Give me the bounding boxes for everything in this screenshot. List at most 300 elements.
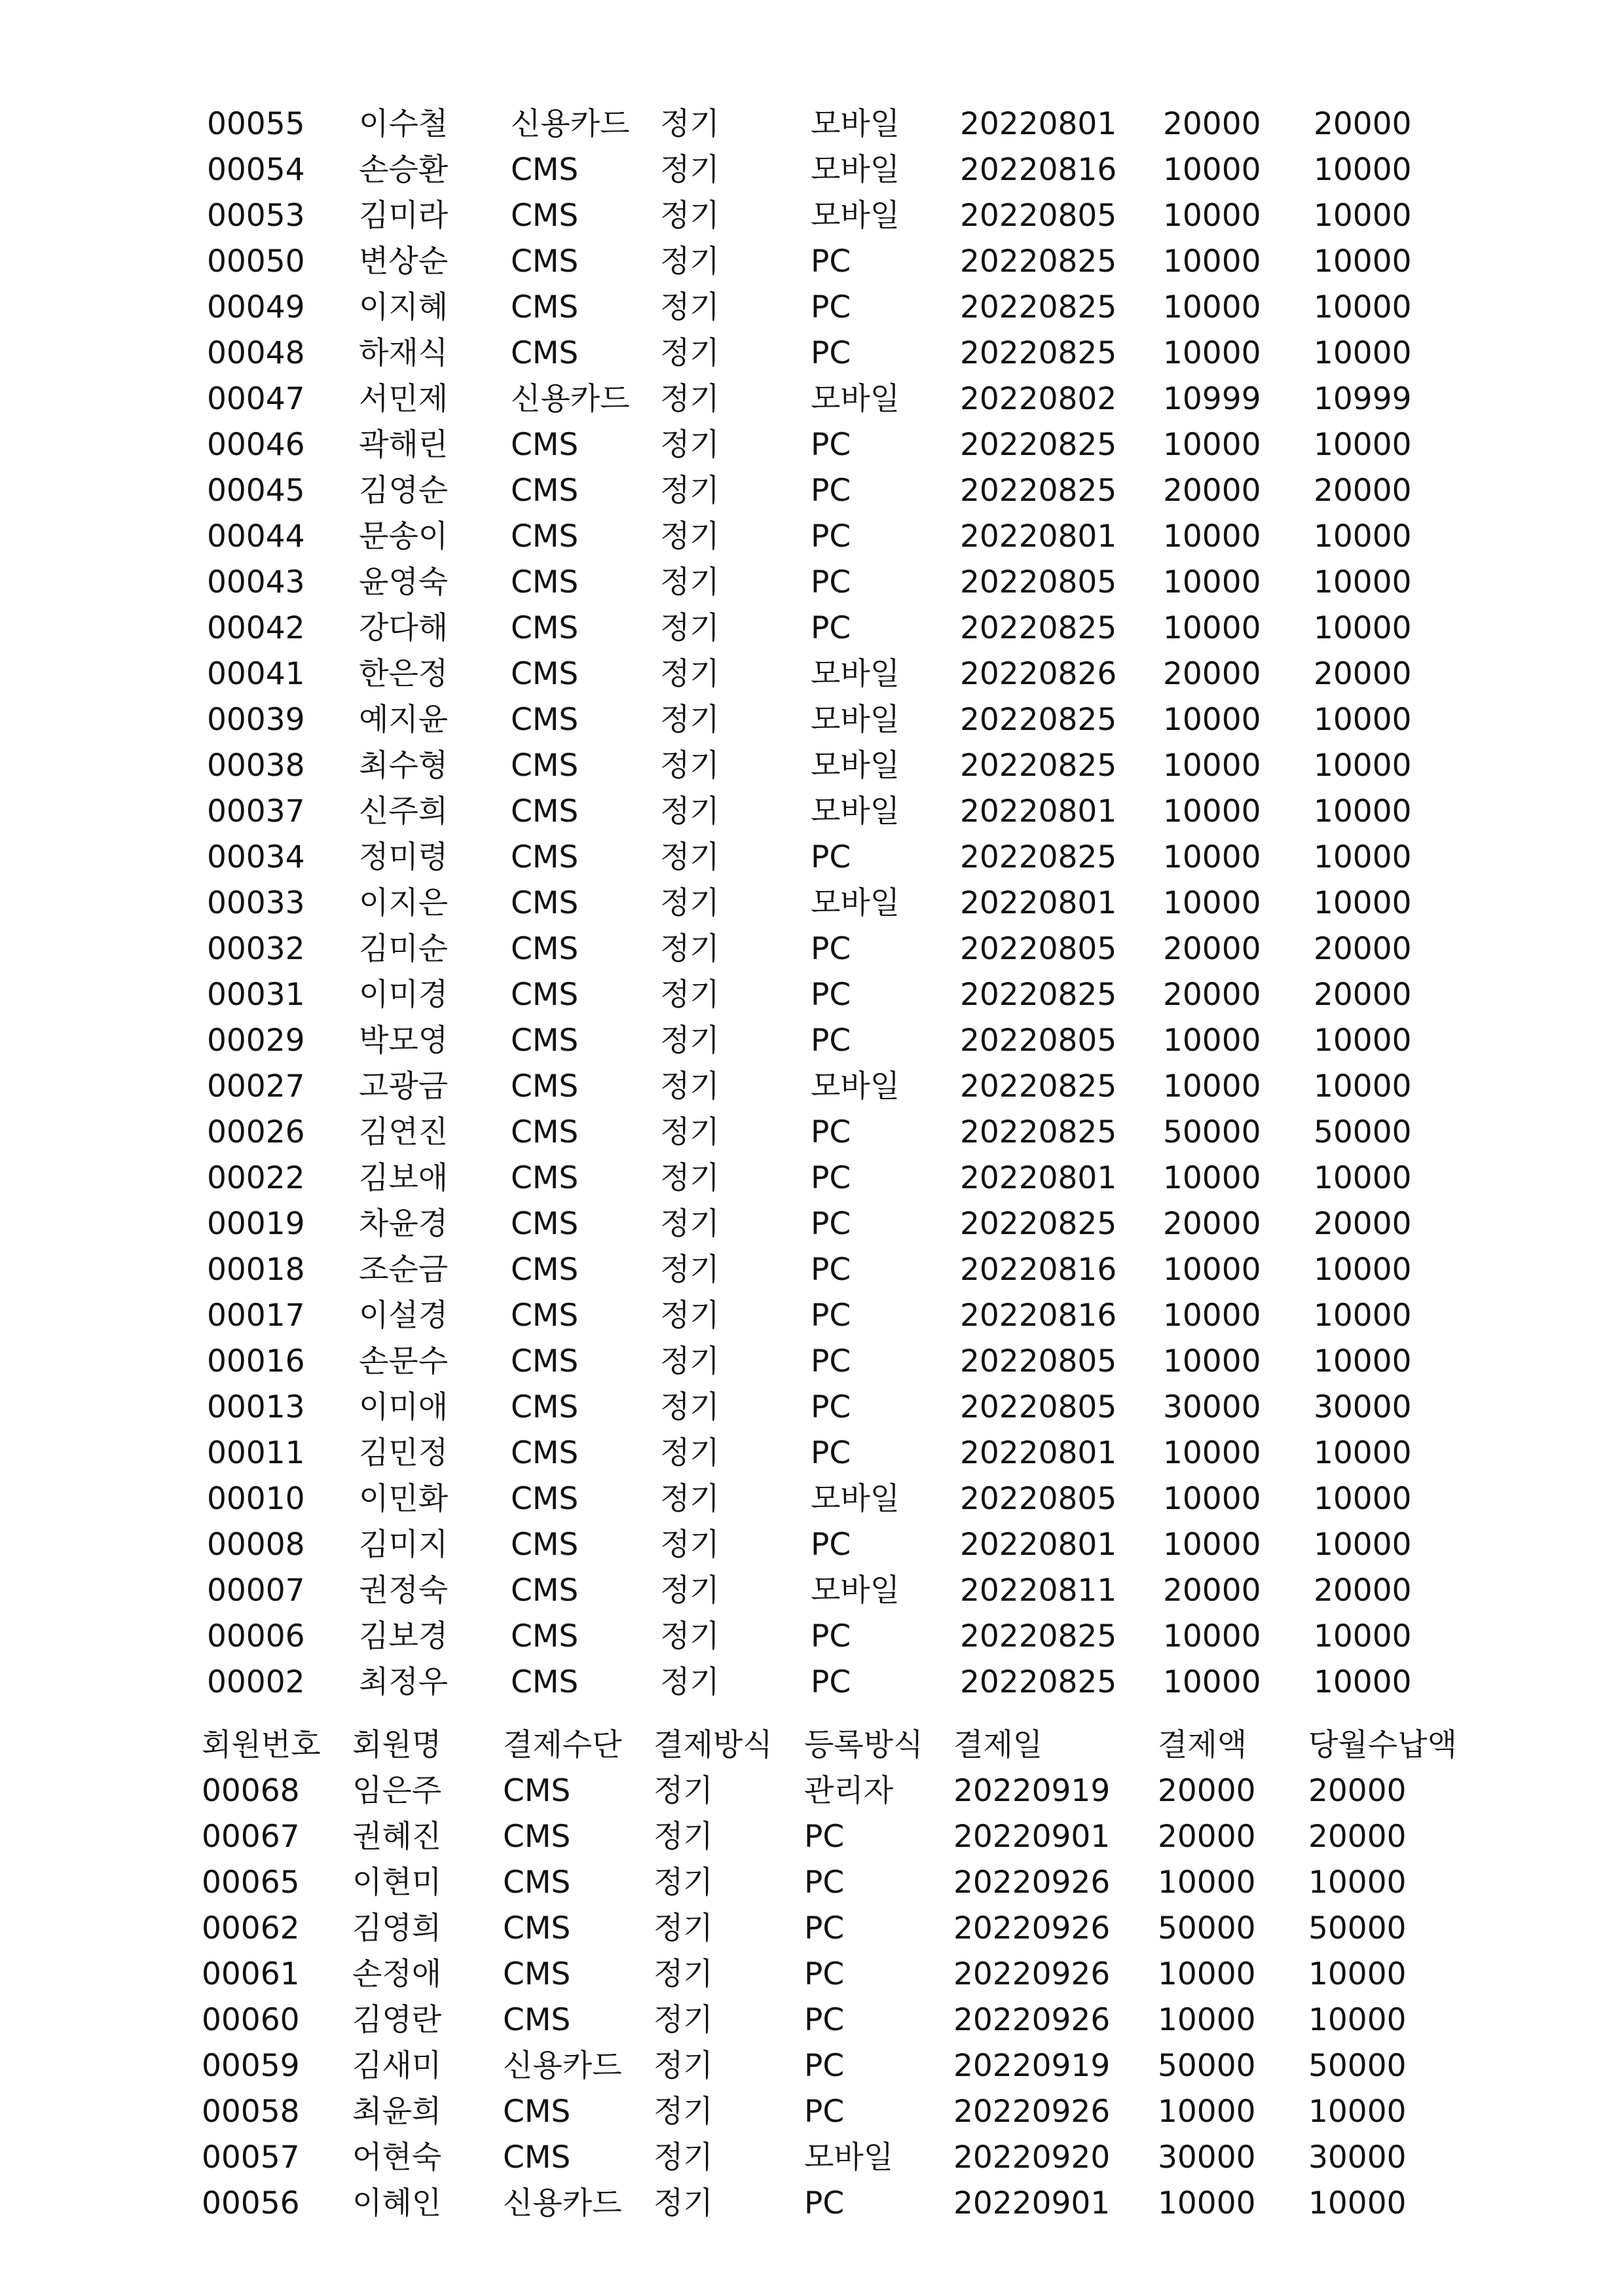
cell-registration-method: PC bbox=[811, 1160, 851, 1196]
cell-member-number: 00061 bbox=[202, 1956, 300, 1992]
cell-payment-means: CMS bbox=[511, 748, 579, 784]
cell-registration-method: PC bbox=[811, 839, 851, 875]
table-row bbox=[0, 331, 1624, 376]
cell-member-number: 00034 bbox=[207, 839, 305, 875]
cell-payment-date: 20220805 bbox=[960, 1389, 1117, 1425]
table-row bbox=[0, 1430, 1624, 1476]
cell-monthly-received: 20000 bbox=[1314, 931, 1412, 967]
cell-payment-date: 20220825 bbox=[960, 473, 1117, 509]
cell-payment-date: 20220825 bbox=[960, 335, 1117, 371]
cell-member-name: 임은주 bbox=[352, 1773, 442, 1809]
table-row bbox=[0, 1522, 1624, 1568]
table-row bbox=[0, 422, 1624, 468]
cell-monthly-received: 10000 bbox=[1314, 1298, 1412, 1334]
cell-member-name: 김연진 bbox=[359, 1114, 449, 1150]
cell-member-number: 00044 bbox=[207, 519, 305, 555]
cell-payment-method: 정기 bbox=[660, 427, 720, 463]
cell-payment-date: 20220926 bbox=[953, 2002, 1111, 2038]
cell-registration-method: PC bbox=[811, 977, 851, 1013]
cell-member-number: 00045 bbox=[207, 473, 305, 509]
cell-payment-date: 20220825 bbox=[960, 977, 1117, 1013]
cell-monthly-received: 10000 bbox=[1314, 793, 1412, 829]
cell-member-name: 최수형 bbox=[359, 748, 449, 784]
cell-payment-means: CMS bbox=[503, 1956, 571, 1992]
cell-registration-method: 모바일 bbox=[811, 152, 900, 188]
cell-registration-method: PC bbox=[811, 1298, 851, 1334]
cell-payment-amount: 10000 bbox=[1163, 793, 1261, 829]
cell-member-name: 김민정 bbox=[359, 1435, 449, 1471]
cell-member-name: 강다해 bbox=[359, 610, 449, 646]
column-header-member-number: 회원번호 bbox=[202, 1727, 321, 1763]
cell-registration-method: PC bbox=[811, 1618, 851, 1654]
cell-payment-method: 정기 bbox=[660, 519, 720, 555]
cell-monthly-received: 50000 bbox=[1308, 1910, 1407, 1946]
cell-payment-means: CMS bbox=[511, 1206, 579, 1242]
column-header-payment-date: 결제일 bbox=[953, 1727, 1043, 1763]
cell-member-number: 00032 bbox=[207, 931, 305, 967]
cell-registration-method: PC bbox=[811, 1252, 851, 1288]
cell-member-number: 00050 bbox=[207, 244, 305, 280]
column-header-payment-amount: 결제액 bbox=[1158, 1727, 1247, 1763]
cell-payment-means: CMS bbox=[503, 2140, 571, 2176]
cell-payment-date: 20220919 bbox=[953, 2048, 1111, 2084]
cell-member-name: 차윤경 bbox=[359, 1206, 449, 1242]
cell-payment-amount: 10000 bbox=[1158, 2002, 1256, 2038]
cell-member-number: 00058 bbox=[202, 2094, 300, 2130]
cell-payment-date: 20220805 bbox=[960, 1023, 1117, 1059]
table-row bbox=[0, 1860, 1624, 1906]
cell-payment-means: 신용카드 bbox=[503, 2048, 622, 2084]
cell-monthly-received: 10000 bbox=[1314, 198, 1412, 234]
cell-member-name: 이지혜 bbox=[359, 289, 449, 325]
column-header-payment-means: 결제수단 bbox=[503, 1727, 622, 1763]
cell-member-number: 00027 bbox=[207, 1068, 305, 1104]
column-header-registration-method: 등록방식 bbox=[804, 1727, 923, 1763]
cell-payment-method: 정기 bbox=[660, 335, 720, 371]
cell-member-name: 김보경 bbox=[359, 1618, 449, 1654]
cell-payment-date: 20220825 bbox=[960, 289, 1117, 325]
cell-monthly-received: 30000 bbox=[1308, 2140, 1407, 2176]
cell-monthly-received: 20000 bbox=[1314, 1573, 1412, 1609]
cell-payment-date: 20220801 bbox=[960, 1160, 1117, 1196]
cell-payment-date: 20220801 bbox=[960, 1527, 1117, 1563]
cell-payment-method: 정기 bbox=[660, 244, 720, 280]
cell-member-number: 00006 bbox=[207, 1618, 305, 1654]
column-header-member-name: 회원명 bbox=[352, 1727, 442, 1763]
cell-member-name: 문송이 bbox=[359, 519, 449, 555]
cell-member-name: 김미라 bbox=[359, 198, 449, 234]
cell-member-number: 00056 bbox=[202, 2185, 300, 2221]
cell-member-name: 고광금 bbox=[359, 1068, 449, 1104]
cell-registration-method: 모바일 bbox=[811, 793, 900, 829]
cell-member-number: 00041 bbox=[207, 656, 305, 692]
cell-monthly-received: 10000 bbox=[1308, 2002, 1407, 2038]
cell-payment-method: 정기 bbox=[660, 1527, 720, 1563]
table-row bbox=[0, 926, 1624, 972]
cell-payment-means: CMS bbox=[511, 1664, 579, 1700]
cell-payment-date: 20220926 bbox=[953, 1956, 1111, 1992]
table-row bbox=[0, 101, 1624, 147]
cell-payment-amount: 10000 bbox=[1163, 885, 1261, 921]
cell-monthly-received: 20000 bbox=[1314, 656, 1412, 692]
cell-member-number: 00068 bbox=[202, 1773, 300, 1809]
cell-payment-amount: 20000 bbox=[1163, 931, 1261, 967]
cell-member-name: 곽해린 bbox=[359, 427, 449, 463]
cell-payment-amount: 10000 bbox=[1163, 198, 1261, 234]
cell-member-name: 신주희 bbox=[359, 793, 449, 829]
cell-payment-amount: 10000 bbox=[1163, 839, 1261, 875]
cell-member-name: 서민제 bbox=[359, 381, 449, 417]
cell-member-number: 00019 bbox=[207, 1206, 305, 1242]
cell-payment-amount: 50000 bbox=[1163, 1114, 1261, 1150]
cell-member-number: 00054 bbox=[207, 152, 305, 188]
column-header-payment-method: 결제방식 bbox=[654, 1727, 773, 1763]
cell-member-number: 00033 bbox=[207, 885, 305, 921]
cell-payment-means: CMS bbox=[511, 519, 579, 555]
cell-payment-means: CMS bbox=[511, 931, 579, 967]
cell-payment-means: CMS bbox=[511, 1252, 579, 1288]
cell-registration-method: PC bbox=[804, 1865, 845, 1901]
cell-member-name: 이혜인 bbox=[352, 2185, 442, 2221]
cell-payment-method: 정기 bbox=[660, 1206, 720, 1242]
cell-monthly-received: 10000 bbox=[1314, 1527, 1412, 1563]
cell-member-number: 00065 bbox=[202, 1865, 300, 1901]
cell-payment-amount: 10000 bbox=[1163, 1664, 1261, 1700]
cell-payment-amount: 10000 bbox=[1163, 519, 1261, 555]
table-row bbox=[0, 881, 1624, 926]
cell-payment-amount: 10000 bbox=[1163, 1481, 1261, 1517]
cell-member-number: 00022 bbox=[207, 1160, 305, 1196]
cell-member-number: 00007 bbox=[207, 1573, 305, 1609]
cell-member-number: 00049 bbox=[207, 289, 305, 325]
cell-payment-method: 정기 bbox=[654, 1773, 713, 1809]
table-row bbox=[0, 1247, 1624, 1293]
cell-payment-amount: 10000 bbox=[1158, 2094, 1256, 2130]
cell-payment-amount: 10000 bbox=[1163, 1068, 1261, 1104]
cell-payment-amount: 10000 bbox=[1163, 152, 1261, 188]
table-row bbox=[0, 835, 1624, 881]
cell-member-name: 김미지 bbox=[359, 1527, 449, 1563]
cell-payment-means: CMS bbox=[511, 198, 579, 234]
cell-member-name: 이지은 bbox=[359, 885, 449, 921]
cell-payment-method: 정기 bbox=[660, 1481, 720, 1517]
cell-payment-means: CMS bbox=[511, 564, 579, 600]
cell-payment-method: 정기 bbox=[654, 1819, 713, 1855]
table-row bbox=[0, 697, 1624, 743]
cell-monthly-received: 10000 bbox=[1308, 2094, 1407, 2130]
cell-payment-date: 20220825 bbox=[960, 244, 1117, 280]
cell-payment-amount: 10000 bbox=[1163, 1160, 1261, 1196]
cell-monthly-received: 10000 bbox=[1308, 1956, 1407, 1992]
cell-payment-means: CMS bbox=[511, 1343, 579, 1379]
cell-member-number: 00047 bbox=[207, 381, 305, 417]
cell-payment-amount: 30000 bbox=[1158, 2140, 1256, 2176]
cell-payment-method: 정기 bbox=[660, 1389, 720, 1425]
cell-monthly-received: 20000 bbox=[1314, 106, 1412, 142]
cell-member-number: 00042 bbox=[207, 610, 305, 646]
cell-registration-method: 모바일 bbox=[811, 1481, 900, 1517]
cell-payment-method: 정기 bbox=[654, 2094, 713, 2130]
cell-member-name: 조순금 bbox=[359, 1252, 449, 1288]
cell-payment-amount: 50000 bbox=[1158, 1910, 1256, 1946]
cell-payment-date: 20220801 bbox=[960, 793, 1117, 829]
cell-payment-means: CMS bbox=[503, 1773, 571, 1809]
cell-monthly-received: 10000 bbox=[1314, 1252, 1412, 1288]
cell-monthly-received: 50000 bbox=[1314, 1114, 1412, 1150]
cell-member-name: 최윤희 bbox=[352, 2094, 442, 2130]
cell-payment-means: CMS bbox=[511, 610, 579, 646]
cell-payment-date: 20220825 bbox=[960, 610, 1117, 646]
cell-payment-date: 20220926 bbox=[953, 2094, 1111, 2130]
table-row bbox=[0, 972, 1624, 1018]
cell-payment-amount: 20000 bbox=[1163, 473, 1261, 509]
cell-payment-amount: 20000 bbox=[1163, 656, 1261, 692]
cell-payment-date: 20220816 bbox=[960, 1298, 1117, 1334]
cell-registration-method: 모바일 bbox=[804, 2140, 894, 2176]
cell-payment-amount: 20000 bbox=[1158, 1773, 1256, 1809]
cell-member-number: 00039 bbox=[207, 702, 305, 738]
table-row bbox=[0, 1201, 1624, 1247]
table-row bbox=[0, 606, 1624, 651]
cell-registration-method: 모바일 bbox=[811, 702, 900, 738]
cell-payment-amount: 10000 bbox=[1163, 1343, 1261, 1379]
cell-payment-date: 20220826 bbox=[960, 656, 1117, 692]
cell-payment-amount: 10000 bbox=[1163, 1252, 1261, 1288]
cell-payment-date: 20220805 bbox=[960, 1343, 1117, 1379]
cell-member-number: 00046 bbox=[207, 427, 305, 463]
cell-payment-date: 20220825 bbox=[960, 1618, 1117, 1654]
cell-payment-method: 정기 bbox=[660, 1343, 720, 1379]
cell-member-number: 00057 bbox=[202, 2140, 300, 2176]
cell-payment-amount: 10000 bbox=[1158, 1956, 1256, 1992]
cell-payment-means: CMS bbox=[511, 1160, 579, 1196]
cell-member-name: 김영순 bbox=[359, 473, 449, 509]
cell-payment-date: 20220919 bbox=[953, 1773, 1111, 1809]
cell-payment-amount: 10000 bbox=[1158, 1865, 1256, 1901]
cell-member-name: 윤영숙 bbox=[359, 564, 449, 600]
cell-registration-method: 모바일 bbox=[811, 106, 900, 142]
table-row bbox=[0, 1952, 1624, 1997]
cell-monthly-received: 10000 bbox=[1314, 289, 1412, 325]
cell-monthly-received: 10000 bbox=[1314, 702, 1412, 738]
cell-member-name: 이미애 bbox=[359, 1389, 449, 1425]
cell-member-number: 00026 bbox=[207, 1114, 305, 1150]
cell-monthly-received: 20000 bbox=[1308, 1819, 1407, 1855]
cell-registration-method: PC bbox=[811, 1389, 851, 1425]
cell-member-name: 김영란 bbox=[352, 2002, 442, 2038]
table-row bbox=[0, 147, 1624, 193]
cell-payment-means: CMS bbox=[511, 1023, 579, 1059]
cell-payment-method: 정기 bbox=[654, 1910, 713, 1946]
cell-payment-amount: 50000 bbox=[1158, 2048, 1256, 2084]
cell-payment-method: 정기 bbox=[660, 610, 720, 646]
table-row bbox=[0, 1293, 1624, 1339]
cell-payment-means: CMS bbox=[511, 1618, 579, 1654]
cell-member-name: 손승환 bbox=[359, 152, 449, 188]
table-row bbox=[0, 1660, 1624, 1705]
cell-payment-method: 정기 bbox=[654, 2048, 713, 2084]
cell-payment-means: CMS bbox=[503, 1819, 571, 1855]
cell-payment-date: 20220926 bbox=[953, 1865, 1111, 1901]
cell-monthly-received: 20000 bbox=[1308, 1773, 1407, 1809]
table-row bbox=[0, 651, 1624, 697]
cell-payment-date: 20220805 bbox=[960, 1481, 1117, 1517]
cell-member-name: 김미순 bbox=[359, 931, 449, 967]
table-row bbox=[0, 743, 1624, 789]
cell-registration-method: 관리자 bbox=[804, 1773, 894, 1809]
table-row bbox=[0, 560, 1624, 606]
cell-registration-method: PC bbox=[804, 2002, 845, 2038]
cell-payment-date: 20220825 bbox=[960, 748, 1117, 784]
cell-registration-method: PC bbox=[811, 427, 851, 463]
column-header-monthly-received: 당월수납액 bbox=[1308, 1727, 1458, 1763]
cell-payment-method: 정기 bbox=[660, 1068, 720, 1104]
cell-payment-method: 정기 bbox=[654, 1956, 713, 1992]
table-row bbox=[0, 1906, 1624, 1952]
cell-member-number: 00067 bbox=[202, 1819, 300, 1855]
cell-registration-method: 모바일 bbox=[811, 1573, 900, 1609]
payment-table-august bbox=[0, 101, 1624, 1705]
cell-payment-method: 정기 bbox=[654, 2140, 713, 2176]
cell-member-name: 이현미 bbox=[352, 1865, 442, 1901]
cell-payment-means: CMS bbox=[511, 702, 579, 738]
cell-payment-amount: 10999 bbox=[1163, 381, 1261, 417]
cell-monthly-received: 10000 bbox=[1314, 1618, 1412, 1654]
cell-monthly-received: 10000 bbox=[1314, 1664, 1412, 1700]
cell-payment-means: CMS bbox=[511, 656, 579, 692]
table-row bbox=[0, 239, 1624, 285]
table-row bbox=[0, 1476, 1624, 1522]
cell-registration-method: PC bbox=[811, 335, 851, 371]
cell-payment-date: 20220805 bbox=[960, 564, 1117, 600]
cell-member-name: 박모영 bbox=[359, 1023, 449, 1059]
cell-member-number: 00011 bbox=[207, 1435, 305, 1471]
table-row bbox=[0, 1064, 1624, 1110]
cell-payment-method: 정기 bbox=[654, 1865, 713, 1901]
cell-payment-method: 정기 bbox=[660, 977, 720, 1013]
cell-payment-means: CMS bbox=[511, 793, 579, 829]
cell-registration-method: PC bbox=[811, 1206, 851, 1242]
cell-payment-method: 정기 bbox=[654, 2002, 713, 2038]
cell-monthly-received: 10000 bbox=[1314, 1068, 1412, 1104]
cell-payment-means: CMS bbox=[511, 977, 579, 1013]
cell-payment-date: 20220901 bbox=[953, 2185, 1111, 2221]
cell-payment-method: 정기 bbox=[660, 1618, 720, 1654]
cell-payment-means: CMS bbox=[503, 1865, 571, 1901]
cell-member-name: 손문수 bbox=[359, 1343, 449, 1379]
cell-monthly-received: 10000 bbox=[1314, 610, 1412, 646]
cell-payment-method: 정기 bbox=[660, 1023, 720, 1059]
cell-payment-amount: 10000 bbox=[1163, 1298, 1261, 1334]
cell-payment-means: CMS bbox=[511, 839, 579, 875]
cell-payment-method: 정기 bbox=[660, 1664, 720, 1700]
cell-monthly-received: 30000 bbox=[1314, 1389, 1412, 1425]
cell-payment-amount: 10000 bbox=[1163, 1618, 1261, 1654]
cell-payment-method: 정기 bbox=[660, 702, 720, 738]
cell-registration-method: PC bbox=[811, 1527, 851, 1563]
cell-member-name: 이민화 bbox=[359, 1481, 449, 1517]
table-row bbox=[0, 285, 1624, 331]
cell-payment-method: 정기 bbox=[660, 106, 720, 142]
cell-payment-means: CMS bbox=[511, 1068, 579, 1104]
table-row bbox=[0, 1339, 1624, 1385]
cell-payment-means: 신용카드 bbox=[511, 106, 630, 142]
cell-payment-means: CMS bbox=[511, 289, 579, 325]
cell-payment-means: CMS bbox=[511, 1573, 579, 1609]
cell-registration-method: PC bbox=[804, 2185, 845, 2221]
cell-member-number: 00043 bbox=[207, 564, 305, 600]
cell-payment-method: 정기 bbox=[660, 839, 720, 875]
table-row bbox=[0, 1614, 1624, 1660]
cell-registration-method: 모바일 bbox=[811, 381, 900, 417]
cell-member-number: 00031 bbox=[207, 977, 305, 1013]
cell-payment-amount: 20000 bbox=[1163, 977, 1261, 1013]
table-row bbox=[0, 514, 1624, 560]
cell-member-name: 하재식 bbox=[359, 335, 449, 371]
cell-payment-amount: 10000 bbox=[1163, 244, 1261, 280]
cell-payment-method: 정기 bbox=[660, 1252, 720, 1288]
cell-registration-method: 모바일 bbox=[811, 656, 900, 692]
cell-member-name: 권혜진 bbox=[352, 1819, 442, 1855]
cell-member-number: 00008 bbox=[207, 1527, 305, 1563]
cell-payment-date: 20220825 bbox=[960, 1068, 1117, 1104]
table-row bbox=[0, 2181, 1624, 2227]
cell-member-number: 00060 bbox=[202, 2002, 300, 2038]
cell-payment-date: 20220801 bbox=[960, 885, 1117, 921]
cell-payment-amount: 10000 bbox=[1163, 427, 1261, 463]
cell-payment-date: 20220825 bbox=[960, 1206, 1117, 1242]
cell-payment-method: 정기 bbox=[660, 198, 720, 234]
cell-monthly-received: 10000 bbox=[1314, 335, 1412, 371]
cell-payment-date: 20220926 bbox=[953, 1910, 1111, 1946]
cell-member-name: 최정우 bbox=[359, 1664, 449, 1700]
cell-payment-date: 20220825 bbox=[960, 1664, 1117, 1700]
cell-registration-method: PC bbox=[811, 519, 851, 555]
cell-payment-date: 20220816 bbox=[960, 1252, 1117, 1288]
cell-member-name: 이수철 bbox=[359, 106, 449, 142]
cell-registration-method: PC bbox=[811, 610, 851, 646]
cell-payment-amount: 10000 bbox=[1163, 289, 1261, 325]
cell-member-name: 김새미 bbox=[352, 2048, 442, 2084]
cell-payment-date: 20220825 bbox=[960, 839, 1117, 875]
cell-payment-date: 20220801 bbox=[960, 106, 1117, 142]
cell-member-name: 정미령 bbox=[359, 839, 449, 875]
cell-payment-method: 정기 bbox=[660, 793, 720, 829]
table-row bbox=[0, 1768, 1624, 1814]
cell-payment-means: 신용카드 bbox=[503, 2185, 622, 2221]
cell-monthly-received: 10000 bbox=[1314, 244, 1412, 280]
cell-payment-method: 정기 bbox=[660, 1298, 720, 1334]
cell-monthly-received: 50000 bbox=[1308, 2048, 1407, 2084]
cell-payment-means: CMS bbox=[511, 1481, 579, 1517]
table-row bbox=[0, 1018, 1624, 1064]
cell-member-name: 이미경 bbox=[359, 977, 449, 1013]
cell-payment-date: 20220825 bbox=[960, 1114, 1117, 1150]
cell-payment-method: 정기 bbox=[660, 656, 720, 692]
cell-payment-means: CMS bbox=[511, 473, 579, 509]
cell-registration-method: PC bbox=[811, 564, 851, 600]
cell-member-number: 00059 bbox=[202, 2048, 300, 2084]
cell-monthly-received: 10000 bbox=[1314, 427, 1412, 463]
cell-payment-method: 정기 bbox=[660, 152, 720, 188]
cell-payment-amount: 10000 bbox=[1163, 702, 1261, 738]
cell-member-number: 00037 bbox=[207, 793, 305, 829]
cell-registration-method: PC bbox=[811, 1664, 851, 1700]
cell-member-number: 00017 bbox=[207, 1298, 305, 1334]
cell-payment-means: CMS bbox=[511, 427, 579, 463]
table-row bbox=[0, 1568, 1624, 1614]
table-row bbox=[0, 468, 1624, 514]
